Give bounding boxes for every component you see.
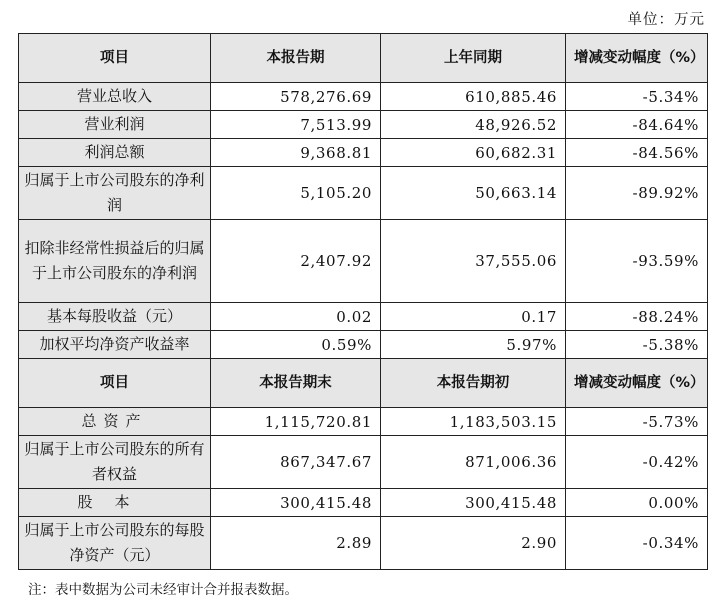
column-header: 增减变动幅度（%） bbox=[566, 34, 708, 83]
table-row bbox=[19, 517, 708, 570]
cell-prior: 610,885.46 bbox=[381, 83, 566, 111]
financial-summary-table bbox=[18, 33, 708, 570]
table-row bbox=[19, 408, 708, 436]
cell-change: -84.56% bbox=[566, 139, 708, 167]
table-row bbox=[19, 111, 708, 139]
cell-prior: 2.90 bbox=[381, 517, 566, 570]
column-header: 本报告期 bbox=[211, 34, 381, 83]
row-label: 加权平均净资产收益率 bbox=[19, 331, 211, 359]
cell-prior: 871,006.36 bbox=[381, 436, 566, 489]
cell-current: 578,276.69 bbox=[211, 83, 381, 111]
cell-current: 2.89 bbox=[211, 517, 381, 570]
cell-prior: 60,682.31 bbox=[381, 139, 566, 167]
table-row bbox=[19, 167, 708, 220]
table-row bbox=[19, 220, 708, 303]
table-header-row bbox=[19, 359, 708, 408]
cell-current: 300,415.48 bbox=[211, 489, 381, 517]
row-label: 股本 bbox=[19, 489, 211, 517]
cell-change: -5.34% bbox=[566, 83, 708, 111]
table-header-row bbox=[19, 34, 708, 83]
table-footnote: 注：表中数据为公司未经审计合并报表数据。 bbox=[28, 582, 298, 598]
cell-change: 0.00% bbox=[566, 489, 708, 517]
row-label: 扣除非经常性损益后的归属于上市公司股东的净利润 bbox=[19, 220, 211, 303]
table-row bbox=[19, 303, 708, 331]
cell-prior: 300,415.48 bbox=[381, 489, 566, 517]
cell-change: -84.64% bbox=[566, 111, 708, 139]
row-label: 利润总额 bbox=[19, 139, 211, 167]
cell-change: -5.38% bbox=[566, 331, 708, 359]
row-label: 基本每股收益（元） bbox=[19, 303, 211, 331]
cell-prior: 50,663.14 bbox=[381, 167, 566, 220]
table-row bbox=[19, 436, 708, 489]
cell-change: -5.73% bbox=[566, 408, 708, 436]
cell-prior: 5.97% bbox=[381, 331, 566, 359]
cell-current: 0.59% bbox=[211, 331, 381, 359]
table-row bbox=[19, 83, 708, 111]
cell-change: -0.42% bbox=[566, 436, 708, 489]
row-label: 营业总收入 bbox=[19, 83, 211, 111]
cell-current: 2,407.92 bbox=[211, 220, 381, 303]
column-header: 本报告期初 bbox=[381, 359, 566, 408]
column-header: 项目 bbox=[19, 359, 211, 408]
table-row bbox=[19, 489, 708, 517]
column-header: 项目 bbox=[19, 34, 211, 83]
cell-current: 1,115,720.81 bbox=[211, 408, 381, 436]
column-header: 上年同期 bbox=[381, 34, 566, 83]
row-label: 归属于上市公司股东的每股净资产（元） bbox=[19, 517, 211, 570]
column-header: 本报告期末 bbox=[211, 359, 381, 408]
cell-prior: 48,926.52 bbox=[381, 111, 566, 139]
cell-prior: 37,555.06 bbox=[381, 220, 566, 303]
cell-prior: 0.17 bbox=[381, 303, 566, 331]
row-label: 营业利润 bbox=[19, 111, 211, 139]
cell-change: -89.92% bbox=[566, 167, 708, 220]
cell-prior: 1,183,503.15 bbox=[381, 408, 566, 436]
cell-current: 7,513.99 bbox=[211, 111, 381, 139]
cell-current: 0.02 bbox=[211, 303, 381, 331]
cell-change: -93.59% bbox=[566, 220, 708, 303]
unit-label: 单位：万元 bbox=[627, 12, 705, 28]
row-label: 归属于上市公司股东的所有者权益 bbox=[19, 436, 211, 489]
row-label: 总资产 bbox=[19, 408, 211, 436]
table-row bbox=[19, 139, 708, 167]
cell-change: -88.24% bbox=[566, 303, 708, 331]
cell-change: -0.34% bbox=[566, 517, 708, 570]
table-row bbox=[19, 331, 708, 359]
cell-current: 9,368.81 bbox=[211, 139, 381, 167]
cell-current: 867,347.67 bbox=[211, 436, 381, 489]
cell-current: 5,105.20 bbox=[211, 167, 381, 220]
column-header: 增减变动幅度（%） bbox=[566, 359, 708, 408]
row-label: 归属于上市公司股东的净利润 bbox=[19, 167, 211, 220]
